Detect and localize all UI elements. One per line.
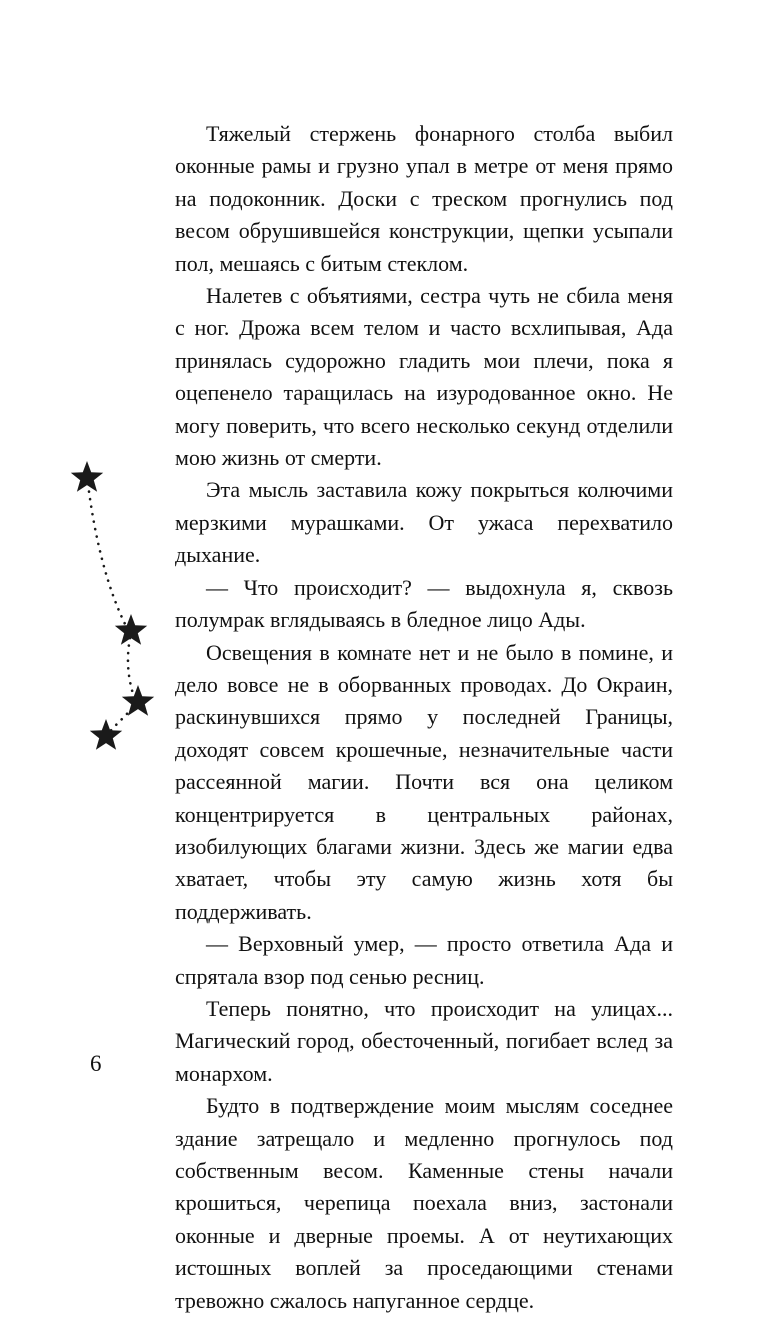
star-2-icon xyxy=(115,614,147,645)
paragraph-1: Тяжелый стержень фонарного столба выбил оконные рамы и грузно упал в метре от меня прямо на подоконник. Доски с треском прогнулись под весом обрушившейся конструкции, щепки усыпали пол, мешаясь с битым стеклом. xyxy=(175,121,673,276)
paragraph-3: Эта мысль заставила кожу покрыться колючими мерзкими мурашками. От ужаса перехватило дыхание. xyxy=(175,477,673,568)
constellation-dotted-line-3 xyxy=(108,708,132,734)
dialogue-line-1: — Что происходит? — выдохнула я, сквозь полумрак вглядываясь в бледное лицо Ады. xyxy=(175,574,673,633)
dialogue-line-2: — Верховный умер, — просто ответила Ада и спрятала взор под сенью ресниц. xyxy=(175,931,673,989)
main-text xyxy=(175,118,673,1317)
paragraph-4: Освещения в комнате нет и не было в помине, и дело вовсе не в оборванных проводах. До Окраин, раскинувшихся прямо у последней Границы, доходят совсем крошечные, незначительные части рассеянной магии. Почти вся она целиком концентрируется в центральных районах, изобилующих благами жизни. Здесь же магии едва хватает, чтобы эту самую жизнь хотя бы поддерживать. xyxy=(175,639,673,924)
paragraph-2: Налетев с объятиями, сестра чуть не сбила меня с ног. Дрожа всем телом и часто всхлипывая, Ада принялась судорожно гладить мои плечи, пока я оцепенело таращилась на изуродованное окно. Не могу поверить, что всего несколько секунд отделили мою жизнь от смерти. xyxy=(175,283,673,471)
paragraph-5: Теперь понятно, что происходит на улицах... Магический город, обесточенный, погибает вслед за монархом. xyxy=(175,995,673,1086)
star-1-icon xyxy=(71,461,103,492)
paragraph-6: Будто в подтверждение моим мыслям соседнее здание затрещало и медленно прогнулось под собственным весом. Каменные стены начали крошиться, черепица поехала вниз, застонали оконные и дверные проемы. А от неутихающих истошных воплей за проседающими стенами тревожно сжалось напуганное сердце. xyxy=(175,1093,673,1313)
constellation-dotted-line-2 xyxy=(128,638,135,700)
star-4-icon xyxy=(90,719,122,750)
constellation-dotted-line-1 xyxy=(88,484,126,626)
star-3-icon xyxy=(122,685,154,716)
page-number: 6 xyxy=(90,1051,102,1076)
